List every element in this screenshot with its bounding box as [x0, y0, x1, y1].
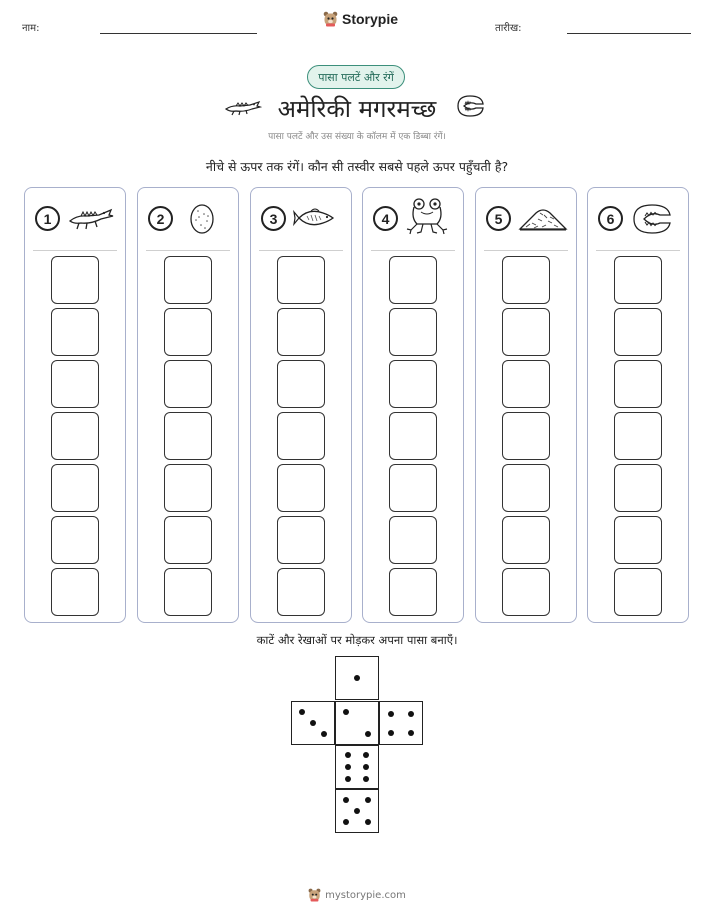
date-line[interactable]: [567, 33, 691, 34]
color-box[interactable]: [277, 464, 325, 512]
color-box[interactable]: [502, 360, 550, 408]
color-box[interactable]: [277, 308, 325, 356]
color-box[interactable]: [51, 516, 99, 564]
alligator-icon: [67, 201, 115, 235]
column-number: 3: [261, 206, 286, 231]
color-box[interactable]: [389, 412, 437, 460]
die-face-6: [335, 745, 379, 789]
color-box[interactable]: [164, 308, 212, 356]
color-box[interactable]: [164, 360, 212, 408]
color-box[interactable]: [614, 412, 662, 460]
mascot-icon: [323, 11, 338, 27]
die-pip: [408, 730, 414, 736]
color-box[interactable]: [502, 516, 550, 564]
column-divider: [596, 250, 680, 251]
frog-icon: [405, 196, 453, 236]
color-box[interactable]: [164, 568, 212, 616]
color-box[interactable]: [502, 464, 550, 512]
mascot-icon: [308, 888, 321, 902]
die-face-4: [379, 701, 423, 745]
column-number: 5: [486, 206, 511, 231]
color-box[interactable]: [277, 516, 325, 564]
die-pip: [310, 720, 316, 726]
question-text: नीचे से ऊपर तक रंगें। कौन सी तस्वीर सबसे पहले ऊपर पहुँचती है?: [205, 159, 509, 174]
footer: [0, 888, 714, 902]
die-pip: [363, 776, 369, 782]
date-label: तारीख:: [495, 23, 522, 34]
color-box[interactable]: [389, 256, 437, 304]
color-box[interactable]: [614, 256, 662, 304]
color-box[interactable]: [164, 256, 212, 304]
color-box[interactable]: [51, 308, 99, 356]
alligator-jaws-icon: [454, 93, 486, 119]
die-pip: [345, 776, 351, 782]
color-box[interactable]: [614, 308, 662, 356]
color-box[interactable]: [614, 464, 662, 512]
color-box[interactable]: [277, 568, 325, 616]
dice-net: [290, 656, 424, 834]
column-header: [25, 188, 125, 250]
die-pip: [363, 764, 369, 770]
color-box[interactable]: [389, 464, 437, 512]
die-pip: [365, 731, 371, 737]
color-box[interactable]: [389, 516, 437, 564]
color-box[interactable]: [164, 412, 212, 460]
brand-name: Storypie: [342, 11, 399, 27]
column-6: [587, 187, 689, 623]
die-pip: [343, 819, 349, 825]
die-pip: [388, 711, 394, 717]
color-box[interactable]: [51, 412, 99, 460]
color-box[interactable]: [614, 516, 662, 564]
die-pip: [354, 808, 360, 814]
color-box[interactable]: [502, 256, 550, 304]
color-box[interactable]: [502, 568, 550, 616]
die-face-3: [291, 701, 335, 745]
color-box[interactable]: [389, 308, 437, 356]
color-box[interactable]: [277, 360, 325, 408]
column-4: [362, 187, 464, 623]
footer-site-link[interactable]: mystorypie.com: [325, 889, 406, 901]
die-face-2: [335, 701, 379, 745]
column-number: 2: [148, 206, 173, 231]
die-pip: [363, 752, 369, 758]
column-divider: [484, 250, 568, 251]
die-pip: [321, 731, 327, 737]
column-header: [251, 188, 351, 250]
name-label: नाम:: [22, 23, 40, 34]
color-box[interactable]: [51, 568, 99, 616]
activity-tag: पासा पलटें और रंगें: [307, 65, 405, 89]
alligator-jaws-icon: [630, 201, 676, 237]
color-box[interactable]: [51, 360, 99, 408]
column-header: [476, 188, 576, 250]
color-box[interactable]: [277, 256, 325, 304]
column-header: [138, 188, 238, 250]
column-divider: [33, 250, 117, 251]
die-pip: [354, 675, 360, 681]
nest-mound-icon: [518, 201, 568, 235]
die-face-5: [335, 789, 379, 833]
color-box[interactable]: [51, 464, 99, 512]
die-pip: [365, 797, 371, 803]
die-pip: [388, 730, 394, 736]
column-number: 4: [373, 206, 398, 231]
color-box[interactable]: [502, 308, 550, 356]
column-1: [24, 187, 126, 623]
storypie-logo: [323, 11, 398, 27]
column-number: 1: [35, 206, 60, 231]
die-pip: [365, 819, 371, 825]
column-divider: [259, 250, 343, 251]
die-pip: [299, 709, 305, 715]
die-pip: [345, 752, 351, 758]
cut-instruction: काटें और रेखाओं पर मोड़कर अपना पासा बनाएँ।: [256, 633, 458, 647]
column-number: 6: [598, 206, 623, 231]
color-box[interactable]: [389, 568, 437, 616]
color-box[interactable]: [164, 464, 212, 512]
column-header: [588, 188, 688, 250]
die-pip: [408, 711, 414, 717]
egg-icon: [180, 201, 228, 235]
color-box[interactable]: [164, 516, 212, 564]
name-line[interactable]: [100, 33, 257, 34]
page-subtitle: पासा पलटें और उस संख्या के कॉलम में एक डिब्बा रंगें।: [268, 132, 446, 142]
column-divider: [146, 250, 230, 251]
column-divider: [371, 250, 455, 251]
die-face-1: [335, 656, 379, 700]
page-title: अमेरिकी मगरमच्छ: [277, 95, 437, 123]
color-box[interactable]: [614, 568, 662, 616]
column-5: [475, 187, 577, 623]
die-pip: [345, 764, 351, 770]
die-pip: [343, 797, 349, 803]
color-box[interactable]: [502, 412, 550, 460]
column-header: [363, 188, 463, 250]
die-pip: [343, 709, 349, 715]
color-box[interactable]: [614, 360, 662, 408]
fish-icon: [293, 201, 341, 235]
column-2: [137, 187, 239, 623]
color-box[interactable]: [389, 360, 437, 408]
color-box[interactable]: [277, 412, 325, 460]
column-3: [250, 187, 352, 623]
color-box[interactable]: [51, 256, 99, 304]
